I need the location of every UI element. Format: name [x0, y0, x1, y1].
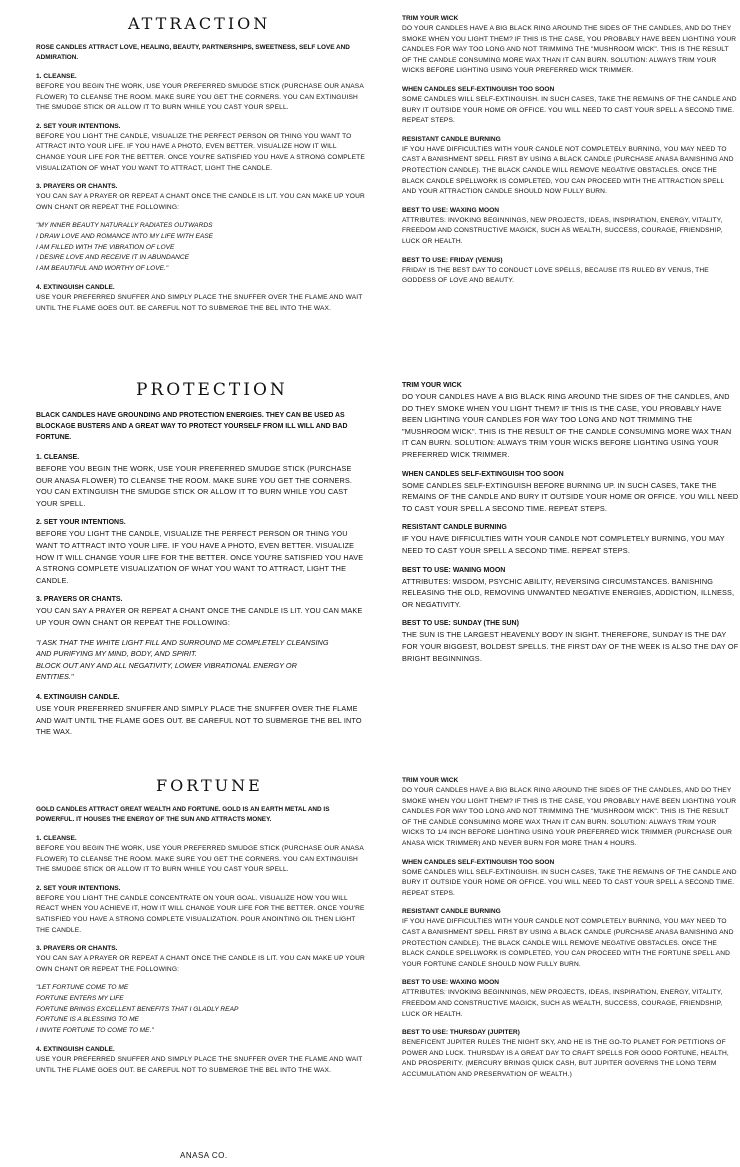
tip-text: DO YOUR CANDLES HAVE A BIG BLACK RING AROUND THE SIDES OF THE CANDLES, AND DO THEY SMOKE WHEN YOU LIGHT THEM? IF THIS IS THE CASE, YOU PROBABLY HAVE BEEN LIGHTING YOUR CANDLES FOR WAY TOO LONG AND NOT TRIMMING THE "MUSHROOM WICK". THIS IS THE RESULT OF THE CANDLE CONSUMING MORE WAX THAN IT CAN BURN. SOLUTION: ALWAYS TRIM YOUR WICKS TO 1/4 INCH BEFORE LIGHTING USING YOUR PREFERRED WICK TRIMMER (PURCHASE OUR ANASA WICK TRIMMER) AND NEVER BURN FOR MORE THAN 4 HOURS. [402, 787, 737, 847]
step-heading: 1. CLEANSE. [36, 835, 77, 842]
protection-tips [402, 380, 740, 672]
tip-text: SOME CANDLES WILL SELF-EXTINGUISH. IN SUCH CASES, TAKE THE REMAINS OF THE CANDLE AND BURY IT OUTSIDE YOUR HOME OR OFFICE. YOU WILL NEED TO CAST YOUR SPELL A SECOND TIME. REPEAT STEPS. [402, 95, 737, 125]
tip-text: IF YOU HAVE DIFFICULTIES WITH YOUR CANDLE NOT COMPLETELY BURNING, YOU MAY NEED TO CAST YOUR SPELL A SECOND TIME. REPEAT STEPS. [402, 534, 725, 555]
section-intro: BLACK CANDLES HAVE GROUNDING AND PROTECTION ENERGIES. THEY CAN BE USED AS BLOCKAGE BUSTERS AND A GREAT WAY TO PROTECT YOURSELF FROM ILL WILL AND BAD FORTUNE. [36, 412, 348, 441]
fortune-instructions [36, 776, 366, 1085]
chant-line: FORTUNE ENTERS MY LIFE [36, 994, 124, 1002]
chant-line: I DRAW LOVE AND ROMANCE INTO MY LIFE WITH EASE [36, 232, 214, 240]
step-heading: 3. PRAYERS OR CHANTS. [36, 596, 123, 604]
tip-heading: WHEN CANDLES SELF-EXTINGUISH TOO SOON [402, 85, 555, 93]
section-attraction [0, 14, 740, 354]
tip-heading: WHEN CANDLES SELF-EXTINGUISH TOO SOON [402, 858, 555, 866]
step-text: YOU CAN SAY A PRAYER OR REPEAT A CHANT ONCE THE CANDLE IS LIT. YOU CAN MAKE UP YOUR OWN CHANT OR REPEAT THE FOLLOWING: [36, 606, 363, 627]
step-text: BEFORE YOU LIGHT THE CANDLE, VISUALIZE THE PERFECT PERSON OR THING YOU WANT TO ATTRACT INTO YOUR LIFE. IF YOU HAVE A PHOTO, EVEN BETTER. VISUALIZE HOW IT WILL CHANGE YOUR LIFE FOR THE BETTER. ONCE YOU'RE SATISFIED YOU HAVE A STRONG COMPLETE VISUALIZATION OF WHAT YOU WANT TO ATTRACT, LIGHT THE CANDLE. [36, 132, 365, 172]
step-heading: 4. EXTINGUISH CANDLE. [36, 1046, 115, 1054]
step-heading: 2. SET YOUR INTENTIONS. [36, 122, 121, 130]
step-text: YOU CAN SAY A PRAYER OR REPEAT A CHANT ONCE THE CANDLE IS LIT. YOU CAN MAKE UP YOUR OWN CHANT OR REPEAT THE FOLLOWING: [36, 955, 365, 973]
tip-heading: BEST TO USE: FRIDAY (VENUS) [402, 256, 503, 264]
protection-instructions [36, 380, 366, 746]
chant-line: I INVITE FORTUNE TO COME TO ME." [36, 1026, 154, 1034]
tip-heading: WHEN CANDLES SELF-EXTINGUISH TOO SOON [402, 470, 564, 478]
step-text: BEFORE YOU LIGHT THE CANDLE CONCENTRATE ON YOUR GOAL. VISUALIZE HOW YOU WILL REACT WHEN YOU ACHIEVE IT, HOW IT WILL CHANGE YOUR LIFE FOR THE BETTER. ONCE YOU'RE SATISFIED YOU HAVE A STRONG COMPLETE VISUALIZATION. POUR ANOINTING OIL THEN LIGHT THE CANDLE. [36, 894, 365, 934]
chant [36, 221, 366, 274]
section-intro: ROSE CANDLES ATTRACT LOVE, HEALING, BEAUTY, PARTNERSHIPS, SWEETNESS, SELF LOVE AND ADMIRATION. [36, 44, 350, 61]
tip-text: FRIDAY IS THE BEST DAY TO CONDUCT LOVE SPELLS, BECAUSE ITS RULED BY VENUS, THE GODDESS OF LOVE AND BEAUTY. [402, 266, 709, 285]
step-heading: 4. EXTINGUISH CANDLE. [36, 693, 120, 701]
step-text: BEFORE YOU BEGIN THE WORK, USE YOUR PREFERRED SMUDGE STICK (PURCHASE OUR ANASA FLOWER) TO CLEANSE THE ROOM. MAKE SURE YOU GET THE CORNERS. YOU CAN EXTINGUISH THE SMUDGE STICK OR ALLOW IT TO BURN WHILE YOU CAST YOUR SPELL. [36, 83, 364, 112]
tip-text: IF YOU HAVE DIFFICULTIES WITH YOUR CANDLE NOT COMPLETELY BURNING, YOU MAY NEED TO CAST A BANISHMENT SPELL FIRST BY USING A BLACK CANDLE (PURCHASE ANASA BANISHING AND PROTECTION CANDLE). THE BLACK CANDLE WILL REMOVE NEGATIVE OBSTACLES. ONCE THE BLACK CANDLE SPELLWORK IS COMPLETED, YOU CAN PROCEED WITH THE FORTUNE SPELL AND YOUR FORTUNE CANDLE SHOULD NOW FULLY BURN. [402, 918, 734, 968]
chant-line: "I ASK THAT THE WHITE LIGHT FILL AND SURROUND ME COMPLETELY CLEANSING [36, 637, 329, 647]
chant-line: BLOCK OUT ANY AND ALL NEGATIVITY, LOWER VIBRATIONAL ENERGY OR [36, 660, 297, 670]
step-heading: 3. PRAYERS OR CHANTS. [36, 945, 118, 953]
tip-text: DO YOUR CANDLES HAVE A BIG BLACK RING AROUND THE SIDES OF THE CANDLES, AND DO THEY SMOKE WHEN YOU LIGHT THEM? IF THIS IS THE CASE, YOU PROBABLY HAVE BEEN LIGHTING YOUR CANDLES FOR WAY TOO LONG AND NOT TRIMMING THE "MUSHROOM WICK". THIS IS THE RESULT OF THE CANDLE CONSUMING MORE WAX THAN IT CAN BURN. SOLUTION: ALWAYS TRIM YOUR WICKS BEFORE LIGHTING USING YOUR PREFERRED WICK TRIMMER. [402, 25, 737, 75]
tip-text: SOME CANDLES WILL SELF-EXTINGUISH. IN SUCH CASES, TAKE THE REMAINS OF THE CANDLE AND BURY IT OUTSIDE YOUR HOME OR OFFICE. YOU WILL NEED TO CAST YOUR SPELL A SECOND TIME. REPEAT STEPS. [402, 868, 737, 897]
tip-text: DO YOUR CANDLES HAVE A BIG BLACK RING AROUND THE SIDES OF THE CANDLES, AND DO THEY SMOKE WHEN YOU LIGHT THEM? IF THIS IS THE CASE, YOU PROBABLY HAVE BEEN LIGHTING YOUR CANDLES FOR WAY TOO LONG AND NOT TRIMMING THE "MUSHROOM WICK". THIS IS THE RESULT OF THE CANDLE CONSUMING MORE WAX THAN IT CAN BURN. SOLUTION: ALWAYS TRIM YOUR WICKS BEFORE LIGHTING USING YOUR PREFERRED WICK TRIMMER. [402, 392, 732, 459]
section-title: FORTUNE [156, 776, 263, 795]
fortune-tips [402, 776, 740, 1088]
step-text: USE YOUR PREFERRED SNUFFER AND SIMPLY PLACE THE SNUFFER OVER THE FLAME AND WAIT UNTIL THE FLAME GOES OUT. BE CAREFUL NOT TO SUBMERGE THE BEL INTO THE WAX. [36, 1056, 363, 1074]
chant-line: AND PURIFYING MY MIND, BODY, AND SPIRIT. [36, 649, 197, 659]
attraction-instructions [36, 14, 366, 323]
chant-line: I AM FILLED WITH THE VIBRATION OF LOVE [36, 243, 175, 251]
tip-text: ATTRIBUTES: INVOKING BEGINNINGS, NEW PROJECTS, IDEAS, INSPIRATION, ENERGY, VITALITY, FREEDOM AND CONSTRUCTIVE MAGICK, SUCH AS WEALTH, SUCCESS, COURAGE, FRIENDSHIP, LUCK OR HEALTH. [402, 989, 723, 1018]
tip-heading: RESISTANT CANDLE BURNING [402, 524, 507, 532]
chant-line: "LET FORTUNE COME TO ME [36, 984, 129, 992]
tip-heading: TRIM YOUR WICK [402, 15, 459, 22]
tip-heading: TRIM YOUR WICK [402, 382, 462, 389]
chant-line: FORTUNE IS A BLESSING TO ME [36, 1016, 139, 1024]
tip-text: IF YOU HAVE DIFFICULTIES WITH YOUR CANDLE NOT COMPLETELY BURNING, YOU MAY NEED TO CAST A BANISHMENT SPELL FIRST BY USING A BLACK CANDLE (PURCHASE ANASA BANISHING AND PROTECTION CANDLE). THE BLACK CANDLE WILL REMOVE NEGATIVE OBSTACLES. ONCE THE BLACK CANDLE SPELLWORK IS COMPLETED, YOU CAN PROCEED WITH THE ATTRACTION SPELL AND YOUR ATTRACTION CANDLE SHOULD NOW FULLY BURN. [402, 145, 734, 196]
tip-heading: BEST TO USE: WAXING MOON [402, 206, 499, 214]
step-heading: 4. EXTINGUISH CANDLE. [36, 284, 115, 292]
tip-text: SOME CANDLES SELF-EXTINGUISH BEFORE BURNING UP. IN SUCH CASES, TAKE THE REMAINS OF THE CANDLE AND BURY IT OUTSIDE YOUR HOME OR OFFICE. YOU WILL NEED TO CAST YOUR SPELL A SECOND TIME. REPEAT STEPS. [402, 480, 739, 513]
tip-heading: BEST TO USE: WANING MOON [402, 566, 506, 574]
section-fortune [0, 776, 740, 1148]
step-heading: 2. SET YOUR INTENTIONS. [36, 519, 126, 527]
tip-text: ATTRIBUTES: WISDOM, PSYCHIC ABILITY, REVERSING CIRCUMSTANCES. BANISHING RELEASING THE OLD, REMOVING UNWANTED NEGATIVE ENERGIES, ADDICTION, ILLNESS, OR NEGATIVITY. [402, 576, 735, 609]
step-text: YOU CAN SAY A PRAYER OR REPEAT A CHANT ONCE THE CANDLE IS LIT. YOU CAN MAKE UP YOUR OWN CHANT OR REPEAT THE FOLLOWING: [36, 193, 365, 211]
section-intro: GOLD CANDLES ATTRACT GREAT WEALTH AND FORTUNE. GOLD IS AN EARTH METAL AND IS POWERFUL. IT HOUSES THE ENERGY OF THE SUN AND ATTRACTS MONEY. [36, 806, 330, 823]
step-text: BEFORE YOU BEGIN THE WORK, USE YOUR PREFERRED SMUDGE STICK (PURCHASE OUR ANASA FLOWER) TO CLEANSE THE ROOM. MAKE SURE YOU GET THE CORNERS. YOU CAN EXTINGUISH THE SMUDGE STICK OR ALLOW IT TO BURN WHILE YOU CAST YOUR SPELL. [36, 845, 364, 874]
tip-heading: BEST TO USE: THURSDAY (JUPITER) [402, 1029, 520, 1037]
step-heading: 2. SET YOUR INTENTIONS. [36, 884, 121, 892]
section-protection [0, 380, 740, 760]
step-text: BEFORE YOU BEGIN THE WORK, USE YOUR PREFERRED SMUDGE STICK (PURCHASE OUR ANASA FLOWER) TO CLEANSE THE ROOM. MAKE SURE YOU GET THE CORNERS. YOU CAN EXTINGUISH THE SMUDGE STICK OR ALLOW IT TO BURN WHILE YOU CAST YOUR SPELL. [36, 464, 353, 508]
tip-text: THE SUN IS THE LARGEST HEAVENLY BODY IN SIGHT. THEREFORE, SUNDAY IS THE DAY FOR YOUR BIGGEST, BOLDEST SPELLS. THE FIRST DAY OF THE WEEK IS ALSO THE DAY OF BRIGHT BEGINNINGS. [402, 630, 739, 663]
step-heading: 1. CLEANSE. [36, 73, 77, 80]
tip-text: ATTRIBUTES: INVOKING BEGINNINGS, NEW PROJECTS, IDEAS, INSPIRATION, ENERGY, VITALITY, FREEDOM AND CONSTRUCTIVE MAGICK, SUCH AS WEALTH, SUCCESS, COURAGE, FRIENDSHIP, LUCK OR HEALTH. [402, 216, 723, 245]
tip-heading: RESISTANT CANDLE BURNING [402, 908, 501, 916]
section-title: ATTRACTION [128, 14, 271, 33]
chant-line: ENTITIES." [36, 672, 74, 682]
chant-line: I DESIRE LOVE AND RECEIVE IT IN ABUNDANCE [36, 254, 190, 262]
chant-line: I AM BEAUTIFUL AND WORTHY OF LOVE." [36, 264, 169, 272]
step-text: BEFORE YOU LIGHT THE CANDLE, VISUALIZE THE PERFECT PERSON OR THING YOU WANT TO ATTRACT INTO YOUR LIFE. IF YOU HAVE A PHOTO, EVEN BETTER. VISUALIZE HOW IT WILL CHANGE YOUR LIFE FOR THE BETTER. ONCE YOU'RE SATISFIED YOU HAVE A STRONG COMPLETE VISUALIZATION OF WHAT YOU WANT TO ATTRACT, LIGHT THE CANDLE. [36, 529, 364, 585]
tip-text: BENEFICENT JUPITER RULES THE NIGHT SKY, AND HE IS THE GO-TO PLANET FOR PETITIONS OF POWER AND LUCK. THURSDAY IS A GREAT DAY TO CRAFT SPELLS FOR GOOD FORTUNE, HEALTH, AND PROSPERITY. (MERCURY BRINGS QUICK CASH, BUT JUPITER GOVERNS THE LONG TERM ACCUMULATION AND PRESERVATION OF WEALTH.) [402, 1039, 729, 1078]
tip-heading: RESISTANT CANDLE BURNING [402, 135, 501, 143]
chant-line: "MY INNER BEAUTY NATURALLY RADIATES OUTWARDS [36, 222, 213, 230]
step-text: USE YOUR PREFERRED SNUFFER AND SIMPLY PLACE THE SNUFFER OVER THE FLAME AND WAIT UNTIL THE FLAME GOES OUT. BE CAREFUL NOT TO SUBMERGE THE BEL INTO THE WAX. [36, 294, 363, 312]
step-text: USE YOUR PREFERRED SNUFFER AND SIMPLY PLACE THE SNUFFER OVER THE FLAME AND WAIT UNTIL THE FLAME GOES OUT. BE CAREFUL NOT TO SUBMERGE THE BEL INTO THE WAX. [36, 703, 362, 737]
tip-heading: BEST TO USE: WAXING MOON [402, 979, 499, 987]
step-heading: 3. PRAYERS OR CHANTS. [36, 183, 118, 191]
chant [36, 983, 366, 1036]
footer-brand: ANASA CO. [180, 1151, 228, 1160]
chant [36, 637, 366, 683]
attraction-tips [402, 14, 740, 295]
tip-heading: TRIM YOUR WICK [402, 777, 459, 784]
step-heading: 1. CLEANSE. [36, 454, 80, 461]
tip-heading: BEST TO USE: SUNDAY (THE SUN) [402, 620, 519, 628]
section-title: PROTECTION [136, 380, 288, 400]
chant-line: FORTUNE BRINGS EXCELLENT BENEFITS THAT I GLADLY REAP [36, 1005, 239, 1013]
